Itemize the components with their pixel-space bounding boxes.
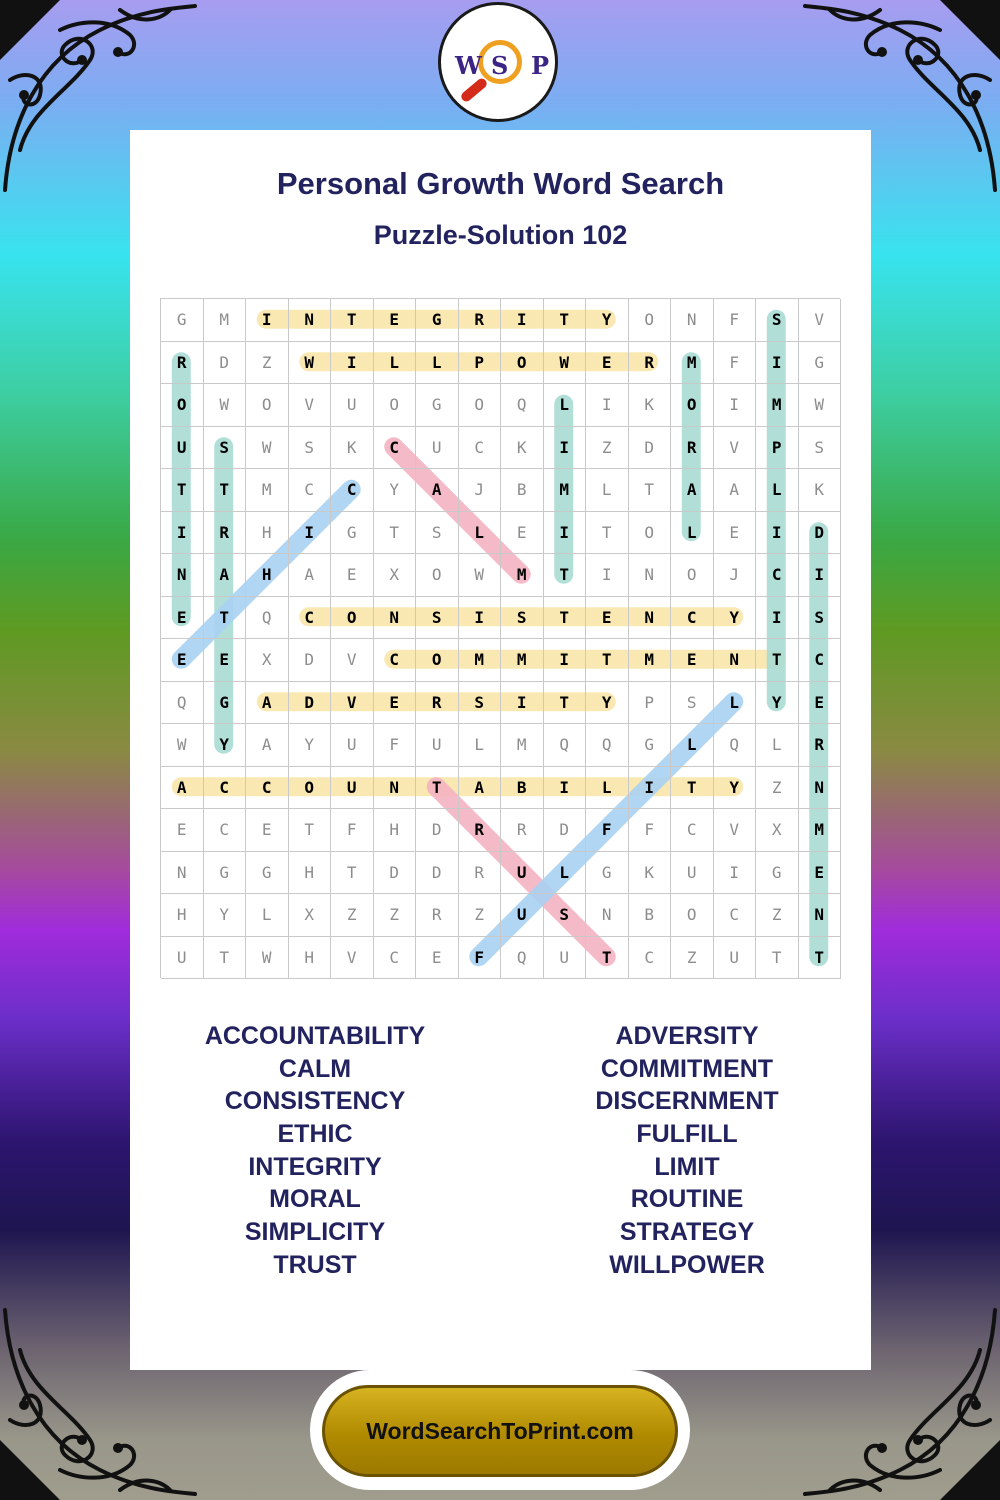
word-list-item: LIMIT <box>654 1152 720 1181</box>
grid-cell[interactable]: F <box>374 724 417 767</box>
grid-cell[interactable]: G <box>204 852 247 895</box>
grid-cell[interactable]: I <box>544 512 587 555</box>
grid-cell[interactable]: T <box>629 469 672 512</box>
grid-cell[interactable]: L <box>671 724 714 767</box>
grid-cell[interactable]: H <box>289 852 332 895</box>
grid-cell[interactable]: U <box>331 724 374 767</box>
grid-cell[interactable]: L <box>544 852 587 895</box>
grid-cell[interactable]: L <box>756 724 799 767</box>
grid-cell[interactable]: S <box>671 682 714 725</box>
grid-cell[interactable]: N <box>629 597 672 640</box>
grid-cell[interactable]: O <box>289 767 332 810</box>
grid-cell[interactable]: S <box>416 597 459 640</box>
grid-cell[interactable]: A <box>714 469 757 512</box>
grid-cell[interactable]: L <box>416 342 459 385</box>
letter-grid <box>160 298 840 978</box>
grid-cell[interactable]: G <box>629 724 672 767</box>
grid-cell[interactable]: N <box>799 767 842 810</box>
grid-cell[interactable]: N <box>586 894 629 937</box>
grid-cell[interactable]: P <box>629 682 672 725</box>
grid-cell[interactable]: X <box>374 554 417 597</box>
word-list-right <box>502 1020 872 1282</box>
grid-cell[interactable]: Y <box>714 767 757 810</box>
grid-cell[interactable]: N <box>629 554 672 597</box>
word-list-left <box>130 1020 500 1282</box>
grid-cell[interactable]: Q <box>714 724 757 767</box>
grid-cell[interactable]: V <box>331 682 374 725</box>
grid-cell[interactable]: M <box>799 809 842 852</box>
grid-cell[interactable]: U <box>161 427 204 470</box>
grid-cell[interactable]: L <box>459 724 502 767</box>
grid-cell[interactable]: C <box>799 639 842 682</box>
word-list-item: COMMITMENT <box>600 1054 774 1083</box>
grid-cell[interactable]: C <box>289 469 332 512</box>
grid-cell[interactable]: M <box>501 724 544 767</box>
grid-cell[interactable]: O <box>416 639 459 682</box>
grid-cell[interactable]: U <box>544 937 587 980</box>
grid-cell[interactable]: H <box>374 809 417 852</box>
grid-cell[interactable]: P <box>459 342 502 385</box>
grid-cell[interactable]: T <box>416 767 459 810</box>
grid-cell[interactable]: L <box>246 894 289 937</box>
grid-cell[interactable]: D <box>799 512 842 555</box>
grid-cell[interactable]: E <box>204 639 247 682</box>
grid-cell[interactable]: C <box>204 809 247 852</box>
grid-cell[interactable]: S <box>459 682 502 725</box>
grid-cell[interactable]: I <box>544 767 587 810</box>
grid-cell[interactable]: T <box>374 512 417 555</box>
grid-cell[interactable]: R <box>799 724 842 767</box>
grid-cell[interactable]: W <box>246 427 289 470</box>
grid-cell[interactable]: E <box>586 597 629 640</box>
grid-cell[interactable]: E <box>799 852 842 895</box>
puzzle-grid-area <box>160 298 840 978</box>
grid-cell[interactable]: W <box>204 384 247 427</box>
grid-cell[interactable]: A <box>161 767 204 810</box>
grid-cell[interactable]: U <box>714 937 757 980</box>
grid-cell[interactable]: U <box>671 852 714 895</box>
grid-cell[interactable]: O <box>629 512 672 555</box>
grid-cell[interactable]: E <box>331 554 374 597</box>
grid-cell[interactable]: I <box>289 512 332 555</box>
grid-cell[interactable]: I <box>799 554 842 597</box>
word-list-item: CALM <box>278 1054 352 1083</box>
grid-cell[interactable]: O <box>671 384 714 427</box>
grid-cell[interactable]: V <box>289 384 332 427</box>
grid-cell[interactable]: T <box>331 299 374 342</box>
grid-cell[interactable]: R <box>416 682 459 725</box>
grid-cell[interactable]: R <box>671 427 714 470</box>
grid-cell[interactable]: Z <box>374 894 417 937</box>
grid-cell[interactable]: G <box>586 852 629 895</box>
grid-cell[interactable]: W <box>544 342 587 385</box>
grid-cell[interactable]: M <box>501 554 544 597</box>
grid-cell[interactable]: G <box>416 384 459 427</box>
grid-cell[interactable]: U <box>161 937 204 980</box>
grid-cell[interactable]: E <box>246 809 289 852</box>
grid-cell[interactable]: E <box>501 512 544 555</box>
grid-cell[interactable]: S <box>289 427 332 470</box>
grid-cell[interactable]: C <box>289 597 332 640</box>
grid-cell[interactable]: T <box>544 597 587 640</box>
grid-cell[interactable]: A <box>204 554 247 597</box>
word-list-item: ADVERSITY <box>615 1022 759 1050</box>
grid-cell[interactable]: S <box>501 597 544 640</box>
grid-cell[interactable]: G <box>331 512 374 555</box>
word-list-item: INTEGRITY <box>248 1152 382 1181</box>
grid-cell[interactable]: G <box>416 299 459 342</box>
grid-cell[interactable]: Y <box>714 597 757 640</box>
grid-cell[interactable]: S <box>544 894 587 937</box>
page-subtitle: Puzzle-Solution 102 <box>373 220 628 250</box>
grid-cell[interactable]: C <box>756 554 799 597</box>
grid-cell[interactable]: K <box>501 427 544 470</box>
grid-cell[interactable]: Q <box>161 682 204 725</box>
grid-cell[interactable]: I <box>756 512 799 555</box>
grid-cell[interactable]: T <box>671 767 714 810</box>
grid-cell[interactable]: I <box>586 554 629 597</box>
grid-cell[interactable]: V <box>331 639 374 682</box>
word-list-item: CONSISTENCY <box>224 1087 406 1116</box>
grid-cell[interactable]: Y <box>289 724 332 767</box>
grid-cell[interactable]: E <box>586 342 629 385</box>
puzzle-card <box>130 130 871 1370</box>
grid-cell[interactable]: O <box>629 299 672 342</box>
grid-cell[interactable]: I <box>714 384 757 427</box>
grid-cell[interactable]: E <box>714 512 757 555</box>
grid-cell[interactable]: W <box>799 384 842 427</box>
grid-cell[interactable]: V <box>714 809 757 852</box>
grid-cell[interactable]: W <box>289 342 332 385</box>
grid-cell[interactable]: R <box>459 299 502 342</box>
grid-cell[interactable]: N <box>161 554 204 597</box>
grid-cell[interactable]: T <box>756 639 799 682</box>
logo-letter-s: S <box>491 51 509 80</box>
grid-cell[interactable]: X <box>756 809 799 852</box>
grid-cell[interactable]: D <box>544 809 587 852</box>
grid-cell[interactable]: O <box>161 384 204 427</box>
word-list-item: DISCERNMENT <box>595 1087 779 1116</box>
grid-cell[interactable]: T <box>544 682 587 725</box>
grid-cell[interactable]: E <box>374 682 417 725</box>
grid-cell[interactable]: L <box>586 469 629 512</box>
grid-cell[interactable]: T <box>204 469 247 512</box>
grid-cell[interactable]: I <box>544 639 587 682</box>
grid-cell[interactable]: E <box>161 639 204 682</box>
grid-cell[interactable]: Q <box>246 597 289 640</box>
grid-cell[interactable]: E <box>374 299 417 342</box>
grid-cell[interactable]: Z <box>246 342 289 385</box>
grid-cell[interactable]: R <box>501 809 544 852</box>
logo-letter-p: P <box>531 51 550 80</box>
word-list-item: FULFILL <box>636 1120 738 1149</box>
grid-cell[interactable]: H <box>161 894 204 937</box>
grid-cell[interactable]: X <box>289 894 332 937</box>
grid-cell[interactable]: A <box>416 469 459 512</box>
word-list-item: MORAL <box>269 1185 361 1214</box>
grid-cell[interactable]: V <box>714 427 757 470</box>
grid-cell[interactable]: D <box>416 852 459 895</box>
grid-cell[interactable]: F <box>714 299 757 342</box>
grid-cell[interactable]: R <box>459 809 502 852</box>
grid-cell[interactable]: O <box>374 384 417 427</box>
grid-cell[interactable]: D <box>289 682 332 725</box>
grid-cell[interactable]: Z <box>756 767 799 810</box>
grid-cell[interactable]: Z <box>331 894 374 937</box>
grid-cell[interactable]: U <box>331 384 374 427</box>
grid-cell[interactable]: I <box>501 299 544 342</box>
grid-cell[interactable]: L <box>374 342 417 385</box>
grid-cell[interactable]: G <box>756 852 799 895</box>
grid-cell[interactable]: N <box>374 597 417 640</box>
grid-cell[interactable]: T <box>204 937 247 980</box>
grid-cell[interactable]: D <box>204 342 247 385</box>
grid-cell[interactable]: S <box>799 427 842 470</box>
grid-cell[interactable]: I <box>161 512 204 555</box>
grid-cell[interactable]: Z <box>586 427 629 470</box>
grid-cell[interactable]: S <box>416 512 459 555</box>
grid-cell[interactable]: Y <box>586 682 629 725</box>
website-link-button[interactable]: WordSearchToPrint.com <box>322 1385 678 1477</box>
word-list-item: TRUST <box>273 1250 357 1279</box>
grid-cell[interactable]: T <box>756 937 799 980</box>
grid-cell[interactable]: C <box>246 767 289 810</box>
grid-cell[interactable]: S <box>756 299 799 342</box>
grid-cell[interactable]: Y <box>204 724 247 767</box>
grid-cell[interactable]: C <box>459 427 502 470</box>
grid-cell[interactable]: W <box>459 554 502 597</box>
grid-cell[interactable]: X <box>246 639 289 682</box>
wsp-logo[interactable] <box>438 2 558 122</box>
grid-cell[interactable]: O <box>671 894 714 937</box>
grid-cell[interactable]: C <box>629 937 672 980</box>
grid-cell[interactable]: C <box>671 809 714 852</box>
grid-cell[interactable]: E <box>161 597 204 640</box>
word-list-item: SIMPLICITY <box>244 1218 386 1247</box>
grid-cell[interactable]: T <box>799 937 842 980</box>
grid-cell[interactable]: Y <box>756 682 799 725</box>
grid-cell[interactable]: C <box>374 427 417 470</box>
grid-cell[interactable]: O <box>416 554 459 597</box>
grid-cell[interactable]: Q <box>501 384 544 427</box>
grid-cell[interactable]: D <box>374 852 417 895</box>
grid-cell[interactable]: F <box>629 809 672 852</box>
grid-cell[interactable]: E <box>671 639 714 682</box>
grid-cell[interactable]: F <box>459 937 502 980</box>
grid-cell[interactable]: I <box>501 682 544 725</box>
grid-cell[interactable]: K <box>799 469 842 512</box>
grid-cell[interactable]: R <box>459 852 502 895</box>
grid-cell[interactable]: F <box>331 809 374 852</box>
grid-cell[interactable]: T <box>586 512 629 555</box>
grid-cell[interactable]: C <box>671 597 714 640</box>
grid-cell[interactable]: C <box>374 937 417 980</box>
grid-cell[interactable]: P <box>756 427 799 470</box>
grid-cell[interactable]: R <box>416 894 459 937</box>
grid-cell[interactable]: M <box>246 469 289 512</box>
grid-cell[interactable]: K <box>629 852 672 895</box>
grid-cell[interactable]: C <box>204 767 247 810</box>
grid-cell[interactable]: O <box>459 384 502 427</box>
grid-cell[interactable]: N <box>374 767 417 810</box>
grid-cell[interactable]: Y <box>586 299 629 342</box>
grid-cell[interactable]: G <box>799 342 842 385</box>
grid-cell[interactable]: M <box>459 639 502 682</box>
grid-cell[interactable]: M <box>544 469 587 512</box>
grid-cell[interactable]: T <box>204 597 247 640</box>
grid-cell[interactable]: U <box>416 724 459 767</box>
grid-cell[interactable]: I <box>629 767 672 810</box>
grid-cell[interactable]: D <box>416 809 459 852</box>
page-title: Personal Growth Word Search <box>276 166 725 201</box>
grid-cell[interactable]: M <box>671 342 714 385</box>
grid-cell[interactable]: Y <box>374 469 417 512</box>
grid-cell[interactable]: E <box>416 937 459 980</box>
magnifier-handle <box>459 77 488 104</box>
grid-cell[interactable]: M <box>204 299 247 342</box>
grid-cell[interactable]: M <box>756 384 799 427</box>
logo-letter-w: W <box>455 51 482 80</box>
grid-cell[interactable]: N <box>161 852 204 895</box>
grid-cell[interactable]: T <box>161 469 204 512</box>
grid-cell[interactable]: T <box>586 937 629 980</box>
word-list-item: ROUTINE <box>630 1185 744 1214</box>
grid-cell[interactable]: U <box>331 767 374 810</box>
grid-cell[interactable]: R <box>629 342 672 385</box>
grid-cell[interactable]: Z <box>671 937 714 980</box>
grid-cell[interactable]: N <box>714 639 757 682</box>
grid-cell[interactable]: J <box>714 554 757 597</box>
grid-cell[interactable]: V <box>799 299 842 342</box>
grid-cell[interactable]: U <box>501 852 544 895</box>
grid-cell[interactable]: E <box>799 682 842 725</box>
grid-cell[interactable]: T <box>544 554 587 597</box>
grid-cell[interactable]: L <box>756 469 799 512</box>
grid-cell[interactable]: B <box>501 469 544 512</box>
grid-cell[interactable]: I <box>246 299 289 342</box>
grid-cell[interactable]: I <box>756 597 799 640</box>
word-list-item: WILLPOWER <box>609 1250 765 1279</box>
grid-cell[interactable]: O <box>246 384 289 427</box>
grid-cell[interactable]: Y <box>204 894 247 937</box>
grid-cell[interactable]: H <box>246 512 289 555</box>
grid-cell[interactable]: A <box>246 724 289 767</box>
grid-cell[interactable]: L <box>586 767 629 810</box>
grid-cell[interactable]: W <box>246 937 289 980</box>
word-list-item: STRATEGY <box>619 1218 755 1247</box>
word-list-item: ETHIC <box>277 1120 353 1149</box>
grid-cell[interactable]: N <box>671 299 714 342</box>
grid-cell[interactable]: H <box>289 937 332 980</box>
grid-cell[interactable]: F <box>714 342 757 385</box>
grid-cell[interactable]: S <box>204 427 247 470</box>
grid-cell[interactable]: U <box>501 894 544 937</box>
grid-cell[interactable]: C <box>374 639 417 682</box>
grid-cell[interactable]: I <box>586 384 629 427</box>
grid-cell[interactable]: K <box>629 384 672 427</box>
grid-cell[interactable]: V <box>331 937 374 980</box>
grid-cell[interactable]: I <box>459 597 502 640</box>
grid-cell[interactable]: R <box>161 342 204 385</box>
grid-cell[interactable]: H <box>246 554 289 597</box>
grid-cell[interactable]: Z <box>459 894 502 937</box>
word-list-item: ACCOUNTABILITY <box>204 1022 426 1050</box>
grid-cell[interactable]: Z <box>756 894 799 937</box>
grid-cell[interactable]: C <box>331 469 374 512</box>
grid-cell[interactable]: S <box>799 597 842 640</box>
grid-cell[interactable]: A <box>246 682 289 725</box>
grid-cell[interactable]: Q <box>586 724 629 767</box>
grid-cell[interactable]: Q <box>544 724 587 767</box>
grid-cell[interactable]: M <box>629 639 672 682</box>
grid-cell[interactable]: G <box>204 682 247 725</box>
grid-cell[interactable]: T <box>586 639 629 682</box>
grid-cell[interactable]: C <box>714 894 757 937</box>
grid-cell[interactable]: L <box>671 512 714 555</box>
grid-cell[interactable]: K <box>331 427 374 470</box>
grid-cell[interactable]: J <box>459 469 502 512</box>
grid-cell[interactable]: T <box>331 852 374 895</box>
grid-cell[interactable]: T <box>544 299 587 342</box>
grid-cell[interactable]: D <box>629 427 672 470</box>
grid-cell[interactable]: Q <box>501 937 544 980</box>
grid-cell[interactable]: F <box>586 809 629 852</box>
grid-cell[interactable]: U <box>416 427 459 470</box>
grid-cell[interactable]: E <box>161 809 204 852</box>
grid-cell[interactable]: N <box>289 299 332 342</box>
grid-cell[interactable]: A <box>671 469 714 512</box>
grid-cell[interactable]: O <box>331 597 374 640</box>
grid-cell[interactable]: T <box>289 809 332 852</box>
grid-cell[interactable]: W <box>161 724 204 767</box>
grid-cell[interactable]: G <box>246 852 289 895</box>
grid-cell[interactable]: I <box>756 342 799 385</box>
grid-cell[interactable]: D <box>289 639 332 682</box>
grid-cell[interactable]: B <box>629 894 672 937</box>
grid-cell[interactable]: A <box>459 767 502 810</box>
grid-cell[interactable]: G <box>161 299 204 342</box>
grid-cell[interactable]: M <box>501 639 544 682</box>
grid-cell[interactable]: I <box>714 852 757 895</box>
grid-cell[interactable]: I <box>544 427 587 470</box>
grid-cell[interactable]: O <box>671 554 714 597</box>
grid-cell[interactable]: L <box>459 512 502 555</box>
grid-cell[interactable]: R <box>204 512 247 555</box>
grid-cell[interactable]: L <box>714 682 757 725</box>
grid-cell[interactable]: O <box>501 342 544 385</box>
grid-cell[interactable]: B <box>501 767 544 810</box>
grid-cell[interactable]: L <box>544 384 587 427</box>
grid-cell[interactable]: A <box>289 554 332 597</box>
grid-cell[interactable]: I <box>331 342 374 385</box>
grid-cell[interactable]: N <box>799 894 842 937</box>
